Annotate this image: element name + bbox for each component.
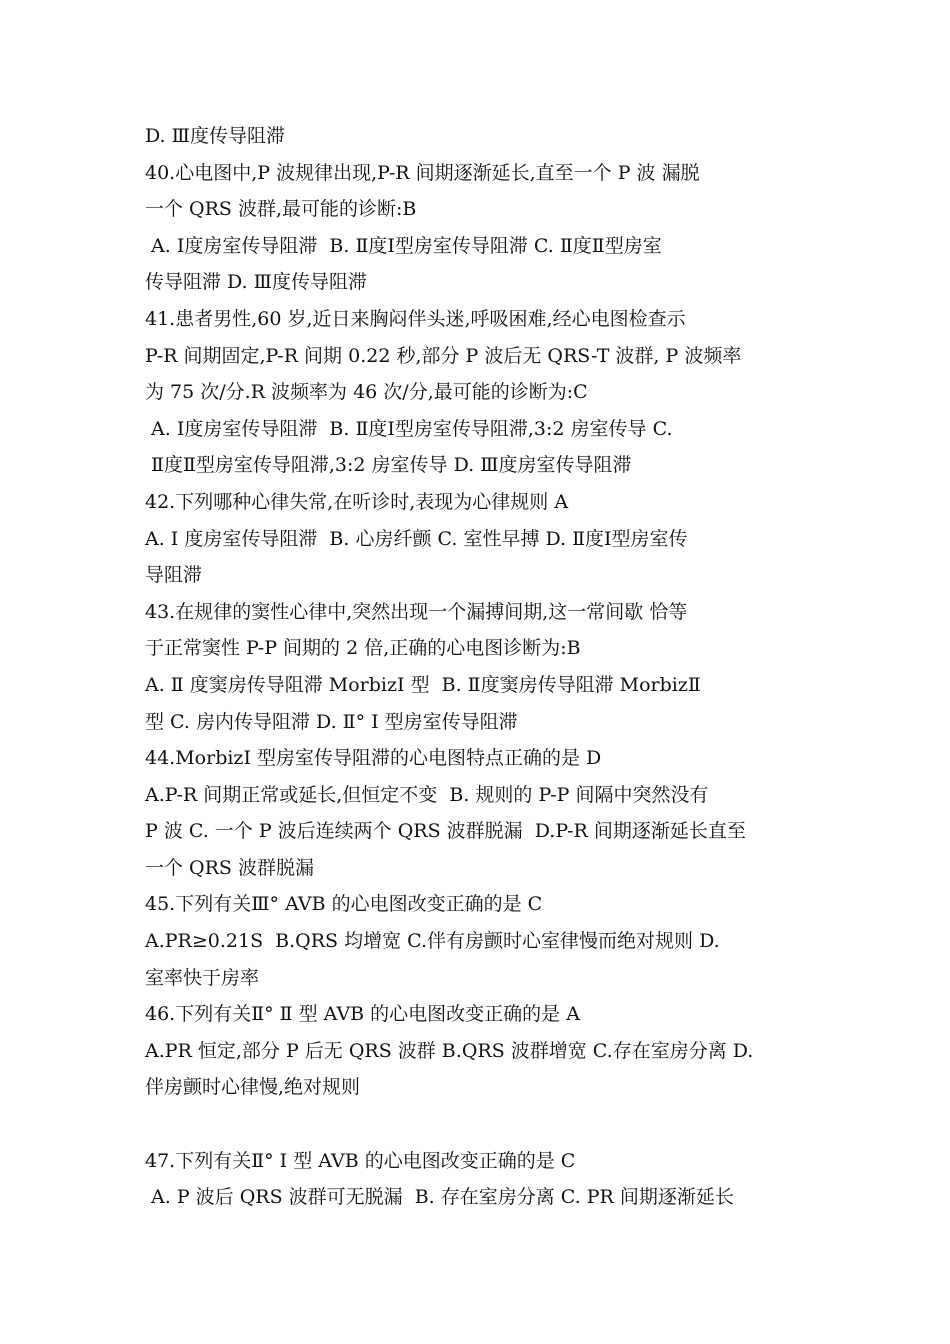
question-42: 42.下列哪种心律失常,在听诊时,表现为心律规则 A [145, 490, 569, 513]
text-line: Ⅱ度Ⅱ型房室传导阻滞,3:2 房室传导 D. Ⅲ度房室传导阻滞 [145, 454, 632, 477]
answer-options: A.PR 恒定,部分 P 后无 QRS 波群 B.QRS 波群增宽 C.存在室房分离 D. [145, 1039, 754, 1062]
question-44: 44.MorbizⅠ 型房室传导阻滞的心电图特点正确的是 D [145, 747, 602, 770]
question-47: 47.下列有关Ⅱ° Ⅰ 型 AVB 的心电图改变正确的是 C [145, 1149, 576, 1172]
text-line: D. Ⅲ度传导阻滞 [145, 125, 285, 147]
text-line: 型 C. 房内传导阻滞 D. Ⅱ° Ⅰ 型房室传导阻滞 [145, 710, 518, 733]
text-line: 室率快于房率 [145, 966, 260, 989]
answer-options: A. Ⅰ度房室传导阻滞 B. Ⅱ度Ⅰ型房室传导阻滞,3:2 房室传导 C. [145, 417, 673, 440]
document-body [145, 118, 815, 1216]
question-46: 46.下列有关Ⅱ° Ⅱ 型 AVB 的心电图改变正确的是 A [145, 1003, 580, 1026]
text-line: 一个 QRS 波群脱漏 [145, 856, 314, 879]
question-45: 45.下列有关Ⅲ° AVB 的心电图改变正确的是 C [145, 893, 543, 916]
text-line: 于正常窦性 P-P 间期的 2 倍,正确的心电图诊断为:B [145, 637, 581, 660]
answer-options: A.P-R 间期正常或延长,但恒定不变 B. 规则的 P-P 间隔中突然没有 [145, 783, 709, 806]
text-line: P-R 间期固定,P-R 间期 0.22 秒,部分 P 波后无 QRS-T 波群, P 波频率 [145, 344, 742, 367]
answer-options: A. P 波后 QRS 波群可无脱漏 B. 存在室房分离 C. PR 间期逐渐延长 [145, 1186, 734, 1209]
text-line: 一个 QRS 波群,最可能的诊断:B [145, 198, 417, 221]
question-40: 40.心电图中,P 波规律出现,P-R 间期逐渐延长,直至一个 P 波 漏脱 [145, 161, 700, 184]
blank-line [145, 1106, 815, 1143]
answer-options: A. Ⅰ 度房室传导阻滞 B. 心房纤颤 C. 室性早搏 D. Ⅱ度Ⅰ型房室传 [145, 527, 688, 550]
text-line: 伴房颤时心律慢,绝对规则 [145, 1076, 361, 1099]
answer-options: A. Ⅱ 度窦房传导阻滞 MorbizⅠ 型 B. Ⅱ度窦房传导阻滞 MorbizⅡ [145, 673, 701, 696]
answer-options: A.PR≥0.21S B.QRS 均增宽 C.伴有房颤时心室律慢而绝对规则 D. [145, 930, 720, 953]
answer-options: A. Ⅰ度房室传导阻滞 B. Ⅱ度Ⅰ型房室传导阻滞 C. Ⅱ度Ⅱ型房室 [145, 234, 662, 257]
text-line: 传导阻滞 D. Ⅲ度传导阻滞 [145, 271, 367, 294]
text-line: 导阻滞 [145, 564, 203, 587]
text-line: P 波 C. 一个 P 波后连续两个 QRS 波群脱漏 D.P-R 间期逐渐延长直至 [145, 820, 746, 843]
question-43: 43.在规律的窦性心律中,突然出现一个漏搏间期,这一常间歇 恰等 [145, 600, 688, 623]
question-41: 41.患者男性,60 岁,近日来胸闷伴头迷,呼吸困难,经心电图检查示 [145, 307, 686, 330]
text-line: 为 75 次/分.R 波频率为 46 次/分,最可能的诊断为:C [145, 381, 588, 404]
